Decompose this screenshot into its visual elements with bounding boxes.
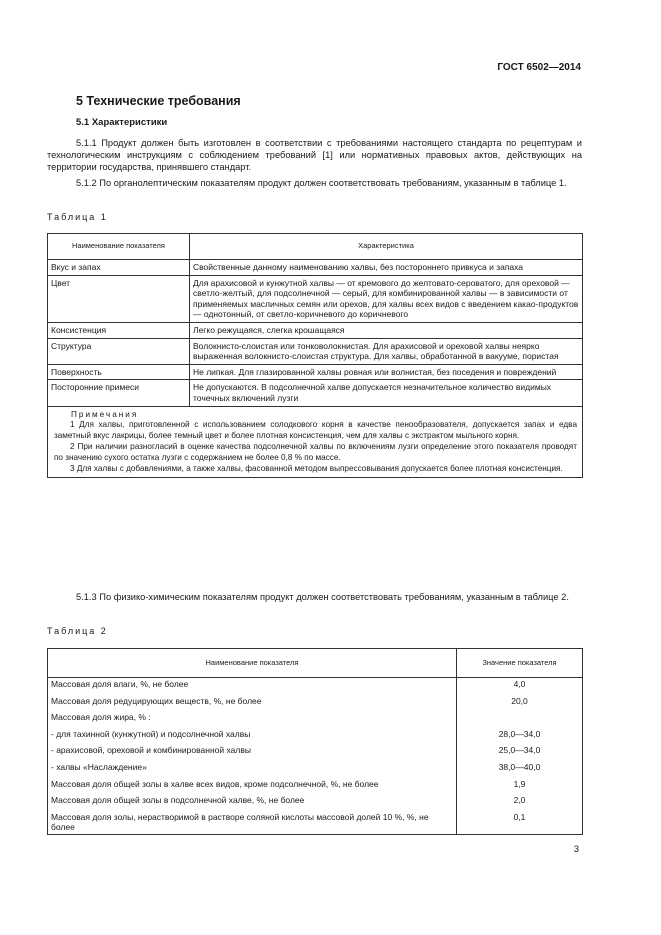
notes-title: Примечания (71, 409, 139, 419)
note-item: 3 Для халвы с добавлениями, а также халвы, фасованной методом выпрессовывания допускается более плотная консистенция. (70, 463, 563, 473)
table2-cell-name: Массовая доля жира, % : (48, 711, 457, 728)
table1-cell-name: Поверхность (48, 364, 190, 380)
table-row (48, 761, 583, 778)
standard-number: ГОСТ 6502—2014 (497, 62, 581, 73)
table2-cell-name: - халвы «Наслаждение» (48, 761, 457, 778)
table2-cell-value: 20,0 (457, 695, 583, 712)
table1-cell-value: Легко режущаяся, слегка крошащаяся (190, 322, 583, 338)
table2-cell-value: 1,9 (457, 778, 583, 795)
table2-cell-name: Массовая доля общей золы в халве всех видов, кроме подсолнечной, %, не более (48, 778, 457, 795)
table1-header-name: Наименование показателя (48, 234, 190, 260)
paragraph-5-1-2: 5.1.2 По органолептическим показателям продукт должен соответствовать требованиям, указанным в таблице 1. (76, 178, 567, 188)
table2-cell-value: 0,1 (457, 811, 583, 835)
table1-cell-value: Свойственные данному наименованию халвы, без постороннего привкуса и запаха (190, 260, 583, 276)
table2-cell-value: 38,0—40,0 (457, 761, 583, 778)
table-row (48, 711, 583, 728)
table2-cell-name: Массовая доля золы, нерастворимой в растворе соляной кислоты массовой долей 10 %, %, не более (48, 811, 457, 835)
table1-cell-value: Не липкая. Для глазированной халвы ровная или волнистая, без поседения и повреждений (190, 364, 583, 380)
table-row (48, 338, 583, 364)
table1-notes (48, 406, 583, 478)
table-row (48, 322, 583, 338)
table-row (48, 778, 583, 795)
table1-cell-name: Структура (48, 338, 190, 364)
table1-header-value: Характеристика (190, 234, 583, 260)
page-number: 3 (573, 844, 579, 855)
table-row (48, 744, 583, 761)
table2-cell-name: Массовая доля редуцирующих веществ, %, не более (48, 695, 457, 712)
table-row (48, 364, 583, 380)
subsection-title: 5.1 Характеристики (76, 117, 168, 128)
table1-cell-name: Посторонние примеси (48, 380, 190, 406)
table2-cell-value (457, 711, 583, 728)
table1-cell-value: Для арахисовой и кунжутной халвы — от кремового до желтовато-сероватого, для ореховой — светло-желтый, для подсолнечной — серый, для комбинированной халвы — в зависимости от применяемых масличных семян или орехов, для халвы всех видов с введением какао-продуктов — однотонный, от светло-коричневого до коричневого (190, 275, 583, 322)
table1-label: Таблица 1 (47, 212, 108, 222)
note-item: 2 При наличии разногласий в оценке качества подсолнечной халвы по включениям лузги определение этого показателя проводят по значению сухого остатка лузги с содержанием не более 0,8 % по массе. (54, 441, 577, 462)
table2-header-name: Наименование показателя (48, 649, 457, 678)
table2-cell-name: - арахисовой, ореховой и комбинированной халвы (48, 744, 457, 761)
table2-header-row (48, 649, 583, 678)
paragraph-5-1-3: 5.1.3 По физико-химическим показателям продукт должен соответствовать требованиям, указанным в таблице 2. (76, 592, 569, 602)
table1-notes-row (48, 406, 583, 478)
paragraph-5-1-1: 5.1.1 Продукт должен быть изготовлен в соответствии с требованиями настоящего стандарта по рецептурам и технологическим инструкциям с соблюдением требований [1] или нормативных правовых актов, действующих на территории государства, принявшего стандарт. (47, 138, 582, 172)
note-item: 1 Для халвы, приготовленной с использованием солодкового корня в качестве пенообразователя, допускается запах и едва заметный вкус лакрицы, более темный цвет и более плотная консистенция, чем для халвы с экстрактом мыльного корня. (54, 420, 577, 441)
table2-cell-value: 2,0 (457, 794, 583, 811)
table1-cell-value: Не допускаются. В подсолнечной халве допускается незначительное количество видимых точечных включений лузги (190, 380, 583, 406)
table2-cell-name: - для тахинной (кунжутной) и подсолнечной халвы (48, 728, 457, 745)
table2-cell-value: 25,0—34,0 (457, 744, 583, 761)
table1 (47, 233, 583, 478)
table2-cell-name: Массовая доля влаги, %, не более (48, 678, 457, 695)
table1-header-row (48, 234, 583, 260)
table-row (48, 678, 583, 695)
table2-cell-name: Массовая доля общей золы в подсолнечной халве, %, не более (48, 794, 457, 811)
table1-cell-name: Вкус и запах (48, 260, 190, 276)
table1-cell-name: Консистенция (48, 322, 190, 338)
table-row (48, 728, 583, 745)
table-row (48, 275, 583, 322)
section-title: 5 Технические требования (76, 94, 241, 108)
table2-header-value: Значение показателя (457, 649, 583, 678)
table-row (48, 811, 583, 835)
table-row (48, 794, 583, 811)
table-row (48, 380, 583, 406)
table2 (47, 648, 583, 835)
table2-cell-value: 4,0 (457, 678, 583, 695)
table-row (48, 260, 583, 276)
table-row (48, 695, 583, 712)
table1-cell-name: Цвет (48, 275, 190, 322)
table2-cell-value: 28,0—34,0 (457, 728, 583, 745)
table2-label: Таблица 2 (47, 626, 108, 636)
table1-cell-value: Волокнисто-слоистая или тонковолокнистая. Для арахисовой и ореховой халвы неярко выраженная волокнисто-слоистая структура. Для халвы, обработанной в вакууме, пористая (190, 338, 583, 364)
